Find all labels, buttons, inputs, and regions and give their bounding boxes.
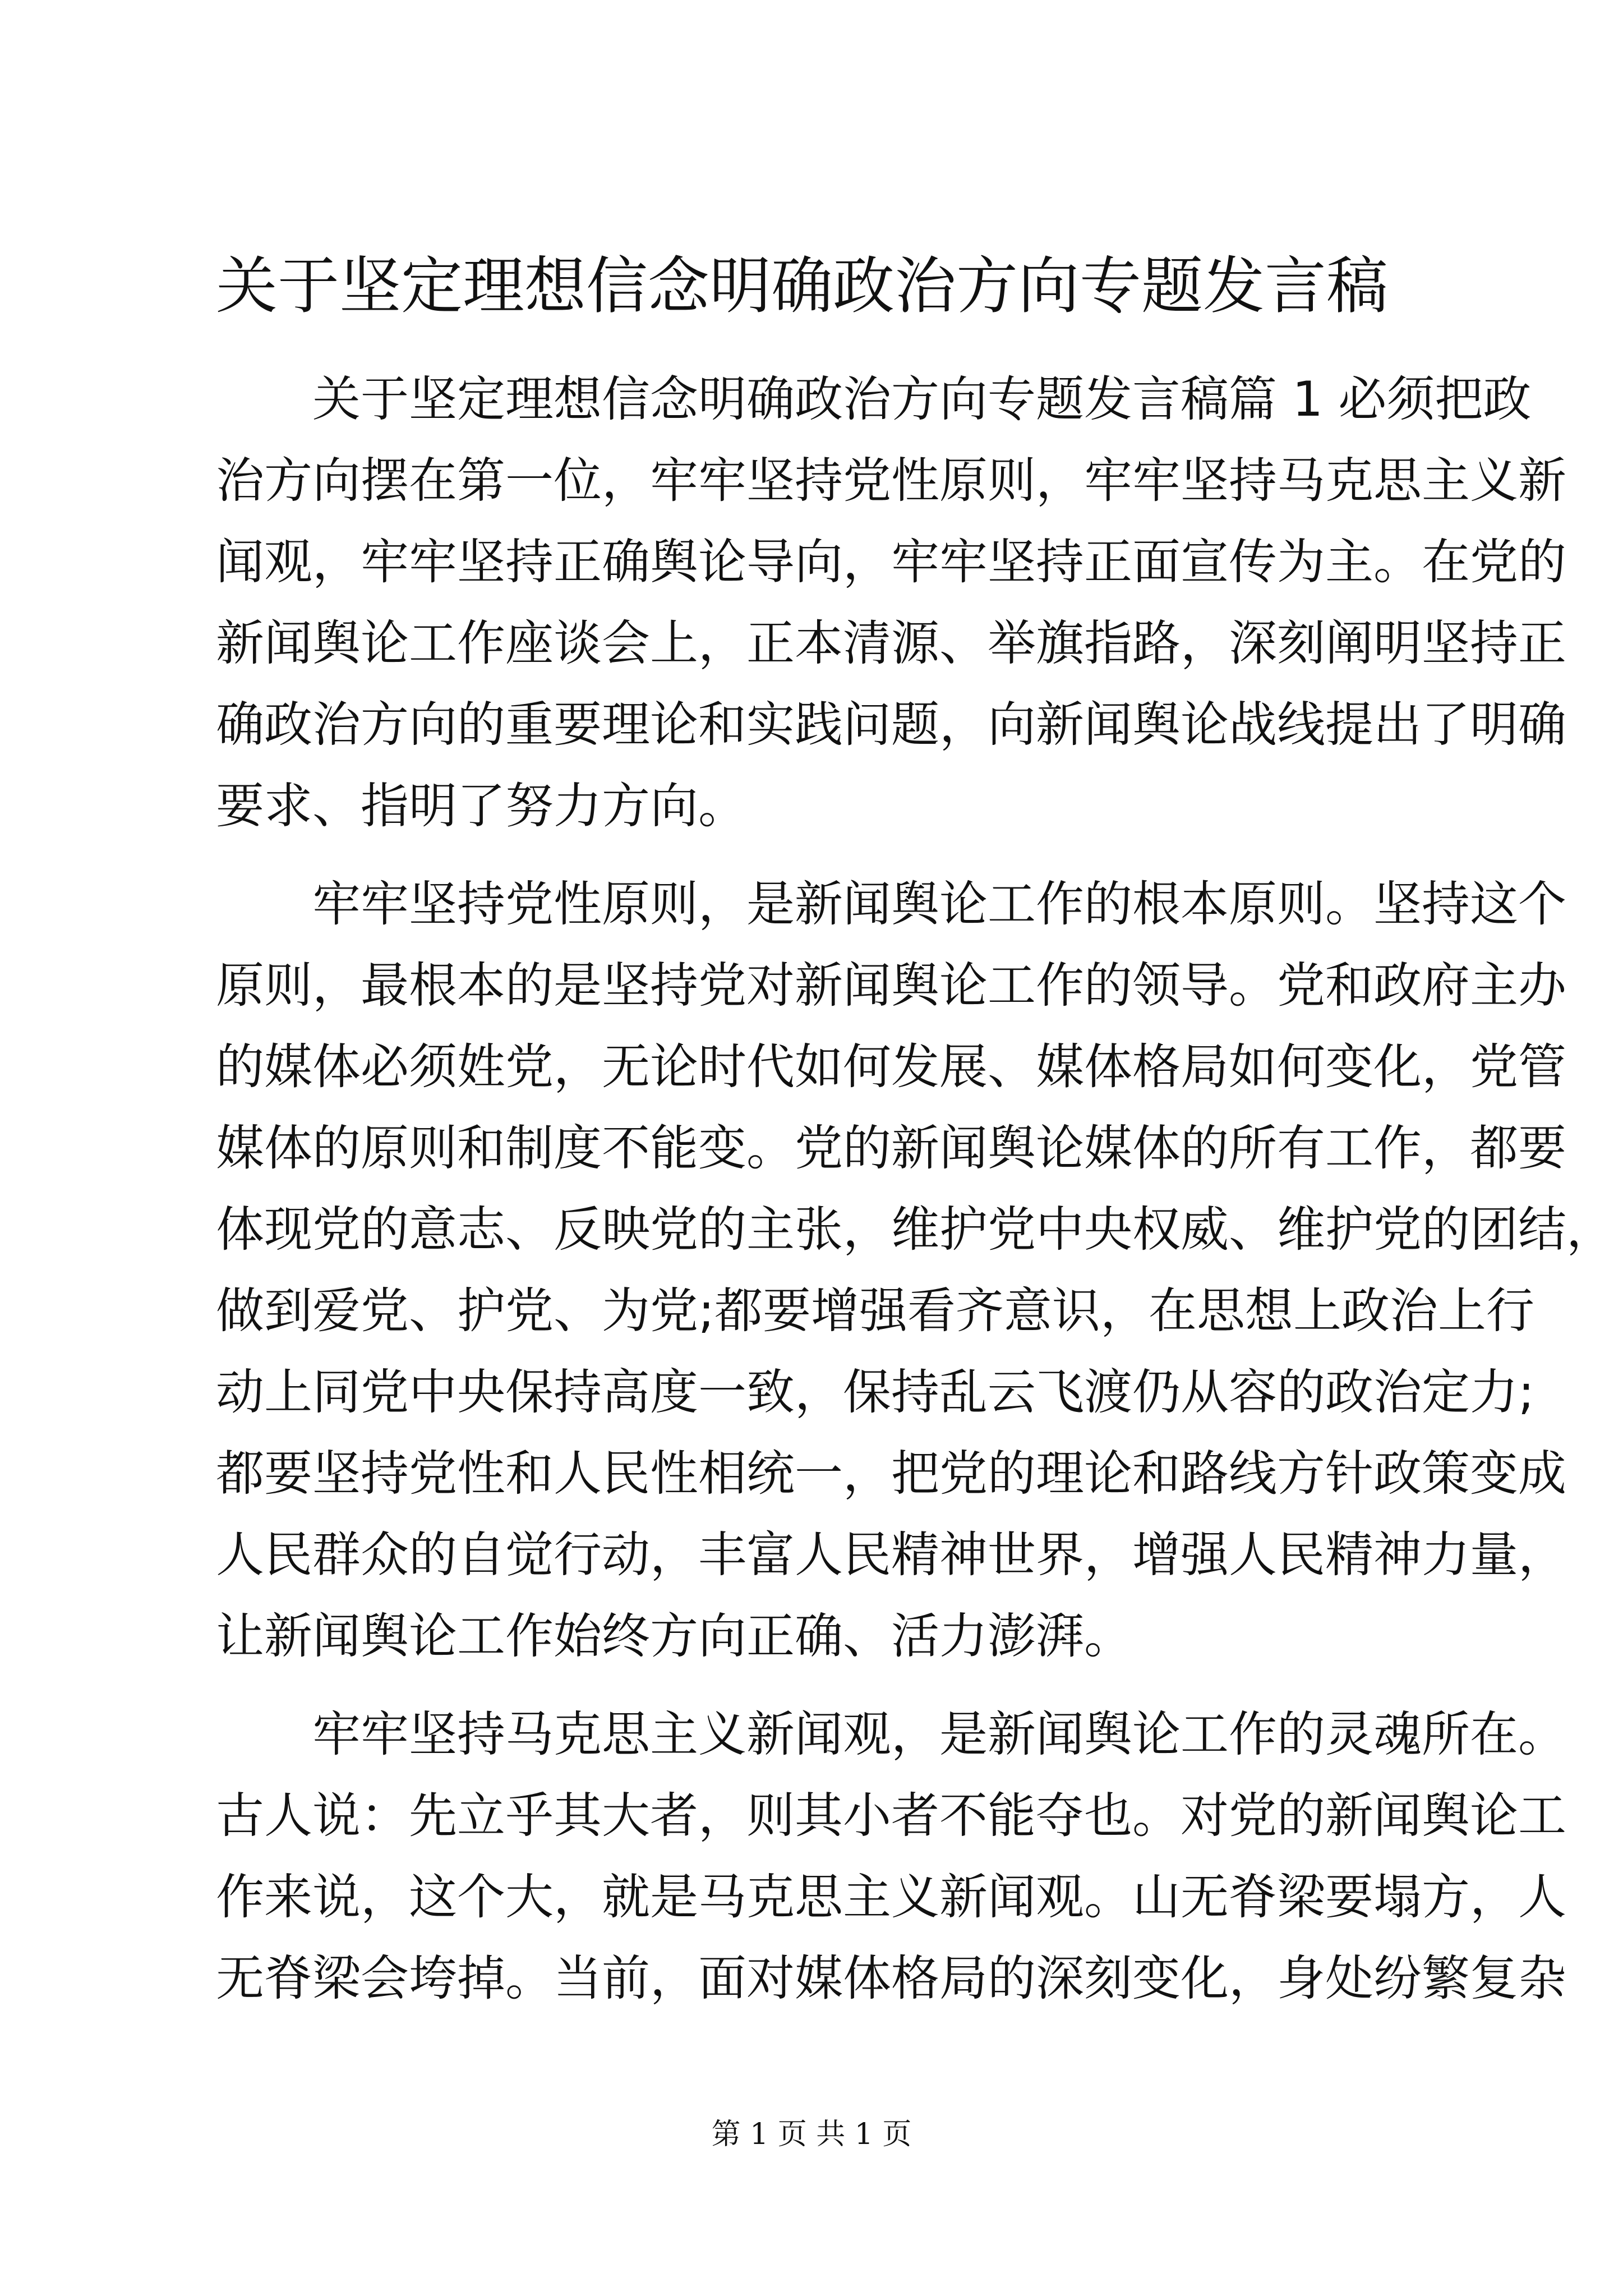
paragraph-2-line-6: 做到爱党、护党、为党;都要增强看齐意识，在思想上政治上行 [216,1283,1534,1339]
paragraph-2-line-8: 都要坚持党性和人民性相统一，把党的理论和路线方针政策变成 [216,1446,1566,1502]
paragraph-2-line-4: 媒体的原则和制度不能变。党的新闻舆论媒体的所有工作，都要 [216,1120,1566,1176]
paragraph-2-line-3: 的媒体必须姓党，无论时代如何发展、媒体格局如何变化，党管 [216,1039,1566,1095]
paragraph-1-line-6: 要求、指明了努力方向。 [216,778,746,834]
paragraph-3-line-3: 作来说，这个大，就是马克思主义新闻观。山无脊梁要塌方，人 [216,1869,1566,1925]
paragraph-1-line-5: 确政治方向的重要理论和实践问题，向新闻舆论战线提出了明确 [216,697,1566,753]
paragraph-gap [216,1677,1410,1694]
paragraph-2-line-5: 体现党的意志、反映党的主张，维护党中央权威、维护党的团结， [216,1202,1615,1258]
paragraph-gap [216,847,1410,864]
paragraph-2-line-10: 让新闻舆论工作始终方向正确、活力澎湃。 [216,1608,1132,1664]
paragraph-2-line-1: 牢牢坚持党性原则，是新闻舆论工作的根本原则。坚持这个 [312,876,1566,932]
paragraph-1-line-1: 关于坚定理想信念明确政治方向专题发言稿篇 1 必须把政 [312,371,1532,427]
document-body [216,359,1615,2019]
paragraph-1-line-4: 新闻舆论工作座谈会上，正本清源、举旗指路，深刻阐明坚持正 [216,615,1566,671]
paragraph-3-line-2: 古人说：先立乎其大者，则其小者不能夺也。对党的新闻舆论工 [216,1788,1566,1844]
paragraph-3-line-4: 无脊梁会垮掉。当前，面对媒体格局的深刻变化，身处纷繁复杂 [216,1950,1566,2007]
document-title: 关于坚定理想信念明确政治方向专题发言稿 [216,250,1388,322]
paragraph-2-line-7: 动上同党中央保持高度一致，保持乱云飞渡仍从容的政治定力; [216,1364,1534,1420]
paragraph-1-line-3: 闻观，牢牢坚持正确舆论导向，牢牢坚持正面宣传为主。在党的 [216,534,1566,590]
paragraph-2-line-9: 人民群众的自觉行动，丰富人民精神世界，增强人民精神力量， [216,1527,1566,1583]
paragraph-2-line-2: 原则，最根本的是坚持党对新闻舆论工作的领导。党和政府主办 [216,958,1566,1014]
paragraph-3-line-1: 牢牢坚持马克思主义新闻观，是新闻舆论工作的灵魂所在。 [312,1706,1566,1763]
paragraph-1-line-2: 治方向摆在第一位，牢牢坚持党性原则，牢牢坚持马克思主义新 [216,453,1566,509]
page-footer: 第 1 页 共 1 页 [711,2118,912,2151]
